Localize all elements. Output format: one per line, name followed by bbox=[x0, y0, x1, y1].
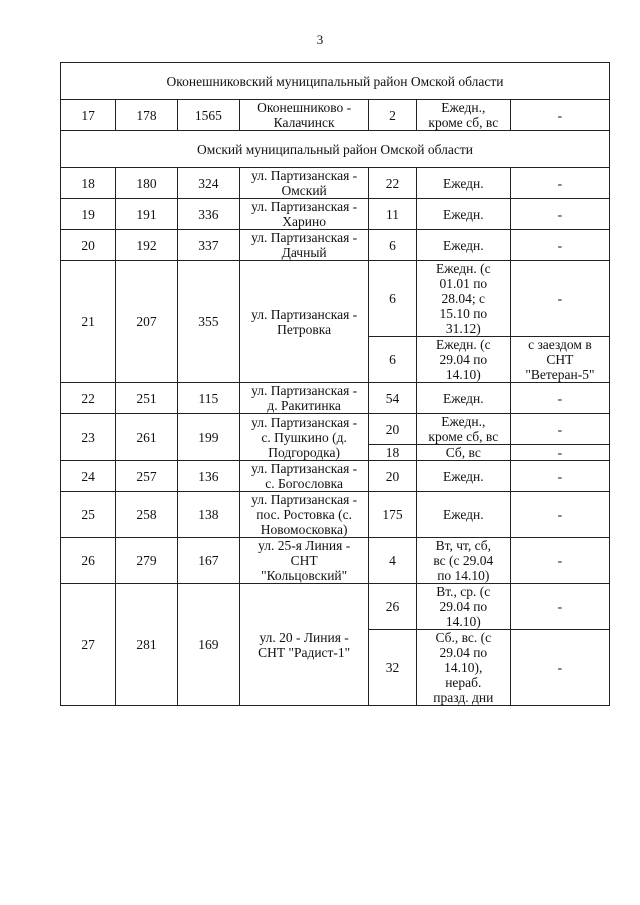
table-row bbox=[61, 492, 610, 538]
table-cell: Вт, чт, сб, вс (с 29.04 по 14.10) bbox=[416, 538, 510, 584]
table-cell: 251 bbox=[116, 383, 177, 414]
table-cell: ул. Партизанская - с. Богословка bbox=[240, 461, 369, 492]
table-cell: 20 bbox=[369, 414, 417, 445]
table-cell: 207 bbox=[116, 261, 177, 383]
section-row bbox=[61, 131, 610, 168]
table-cell: 26 bbox=[61, 538, 116, 584]
table-cell: 18 bbox=[369, 445, 417, 461]
table-cell: Ежедн. bbox=[416, 199, 510, 230]
table-cell: ул. Партизанская - Харино bbox=[240, 199, 369, 230]
table-row bbox=[61, 538, 610, 584]
table-cell: Ежедн. (с 29.04 по 14.10) bbox=[416, 337, 510, 383]
table-cell: 17 bbox=[61, 100, 116, 131]
table-cell: - bbox=[510, 538, 609, 584]
table-cell: 191 bbox=[116, 199, 177, 230]
table-cell: 324 bbox=[177, 168, 239, 199]
table-cell: - bbox=[510, 383, 609, 414]
table-cell: 175 bbox=[369, 492, 417, 538]
table-cell: 22 bbox=[369, 168, 417, 199]
table-cell: - bbox=[510, 199, 609, 230]
section-row bbox=[61, 63, 610, 100]
routes-table bbox=[60, 62, 610, 706]
table-cell: 336 bbox=[177, 199, 239, 230]
table-cell: ул. Партизанская - Дачный bbox=[240, 230, 369, 261]
table-cell: 355 bbox=[177, 261, 239, 383]
table-cell: 26 bbox=[369, 584, 417, 630]
table-cell: Ежедн. bbox=[416, 492, 510, 538]
table-cell: 138 bbox=[177, 492, 239, 538]
table-row bbox=[61, 100, 610, 131]
table-cell: 180 bbox=[116, 168, 177, 199]
table-cell: 281 bbox=[116, 584, 177, 706]
table-cell: - bbox=[510, 261, 609, 337]
table-cell: - bbox=[510, 461, 609, 492]
table-cell: 24 bbox=[61, 461, 116, 492]
table-cell: - bbox=[510, 168, 609, 199]
table-cell: - bbox=[510, 584, 609, 630]
table-cell: 19 bbox=[61, 199, 116, 230]
table-cell: 192 bbox=[116, 230, 177, 261]
table-cell: - bbox=[510, 100, 609, 131]
table-cell: - bbox=[510, 230, 609, 261]
table-cell: Сб, вс bbox=[416, 445, 510, 461]
table-cell: 169 bbox=[177, 584, 239, 706]
table-cell: 279 bbox=[116, 538, 177, 584]
table-cell: Ежедн. bbox=[416, 230, 510, 261]
table-cell: ул. 25-я Линия - СНТ "Кольцовский" bbox=[240, 538, 369, 584]
table-cell: 21 bbox=[61, 261, 116, 383]
table-cell: - bbox=[510, 414, 609, 445]
table-cell: 11 bbox=[369, 199, 417, 230]
table-cell: Ежедн. (с 01.01 по 28.04; с 15.10 по 31.12) bbox=[416, 261, 510, 337]
table-cell: 1565 bbox=[177, 100, 239, 131]
table-cell: Вт., ср. (с 29.04 по 14.10) bbox=[416, 584, 510, 630]
table-cell: ул. Партизанская - д. Ракитинка bbox=[240, 383, 369, 414]
table-cell: Ежедн. bbox=[416, 383, 510, 414]
table-cell: 2 bbox=[369, 100, 417, 131]
table-cell: - bbox=[510, 492, 609, 538]
table-cell: 32 bbox=[369, 630, 417, 706]
table-cell: ул. Партизанская - с. Пушкино (д. Подгородка) bbox=[240, 414, 369, 461]
table-cell: 54 bbox=[369, 383, 417, 414]
table-cell: 4 bbox=[369, 538, 417, 584]
table-cell: Ежедн. bbox=[416, 461, 510, 492]
table-row bbox=[61, 584, 610, 630]
table-cell: ул. 20 - Линия - СНТ "Радист-1" bbox=[240, 584, 369, 706]
table-cell: 167 bbox=[177, 538, 239, 584]
table-cell: Оконешниково - Калачинск bbox=[240, 100, 369, 131]
table-cell: 6 bbox=[369, 230, 417, 261]
table-cell: 258 bbox=[116, 492, 177, 538]
table-row bbox=[61, 383, 610, 414]
table-cell: 27 bbox=[61, 584, 116, 706]
table-cell: - bbox=[510, 630, 609, 706]
table-cell: 18 bbox=[61, 168, 116, 199]
table-row bbox=[61, 261, 610, 337]
section-title: Оконешниковский муниципальный район Омской области bbox=[61, 63, 610, 100]
table-row bbox=[61, 461, 610, 492]
table-cell: 261 bbox=[116, 414, 177, 461]
table-cell: 20 bbox=[61, 230, 116, 261]
table-row bbox=[61, 168, 610, 199]
table-row bbox=[61, 230, 610, 261]
table-row bbox=[61, 199, 610, 230]
table-cell: Ежедн., кроме сб, вс bbox=[416, 100, 510, 131]
table-cell: 337 bbox=[177, 230, 239, 261]
table-cell: 25 bbox=[61, 492, 116, 538]
table-cell: 178 bbox=[116, 100, 177, 131]
table-cell: ул. Партизанская - пос. Ростовка (с. Новомосковка) bbox=[240, 492, 369, 538]
table-cell: 115 bbox=[177, 383, 239, 414]
table-cell: 199 bbox=[177, 414, 239, 461]
table-cell: 136 bbox=[177, 461, 239, 492]
table-cell: 6 bbox=[369, 337, 417, 383]
table-cell: 22 bbox=[61, 383, 116, 414]
table-cell: ул. Партизанская - Омский bbox=[240, 168, 369, 199]
table-cell: - bbox=[510, 445, 609, 461]
table-cell: 20 bbox=[369, 461, 417, 492]
section-title: Омский муниципальный район Омской области bbox=[61, 131, 610, 168]
table-cell: с заездом в СНТ "Ветеран-5" bbox=[510, 337, 609, 383]
table-cell: Ежедн. bbox=[416, 168, 510, 199]
table-row bbox=[61, 414, 610, 445]
table-cell: Ежедн., кроме сб, вс bbox=[416, 414, 510, 445]
table-cell: Сб., вс. (с 29.04 по 14.10), нераб. празд. дни bbox=[416, 630, 510, 706]
table-cell: ул. Партизанская - Петровка bbox=[240, 261, 369, 383]
table-cell: 6 bbox=[369, 261, 417, 337]
page-number: 3 bbox=[316, 32, 324, 47]
table-cell: 23 bbox=[61, 414, 116, 461]
table-cell: 257 bbox=[116, 461, 177, 492]
